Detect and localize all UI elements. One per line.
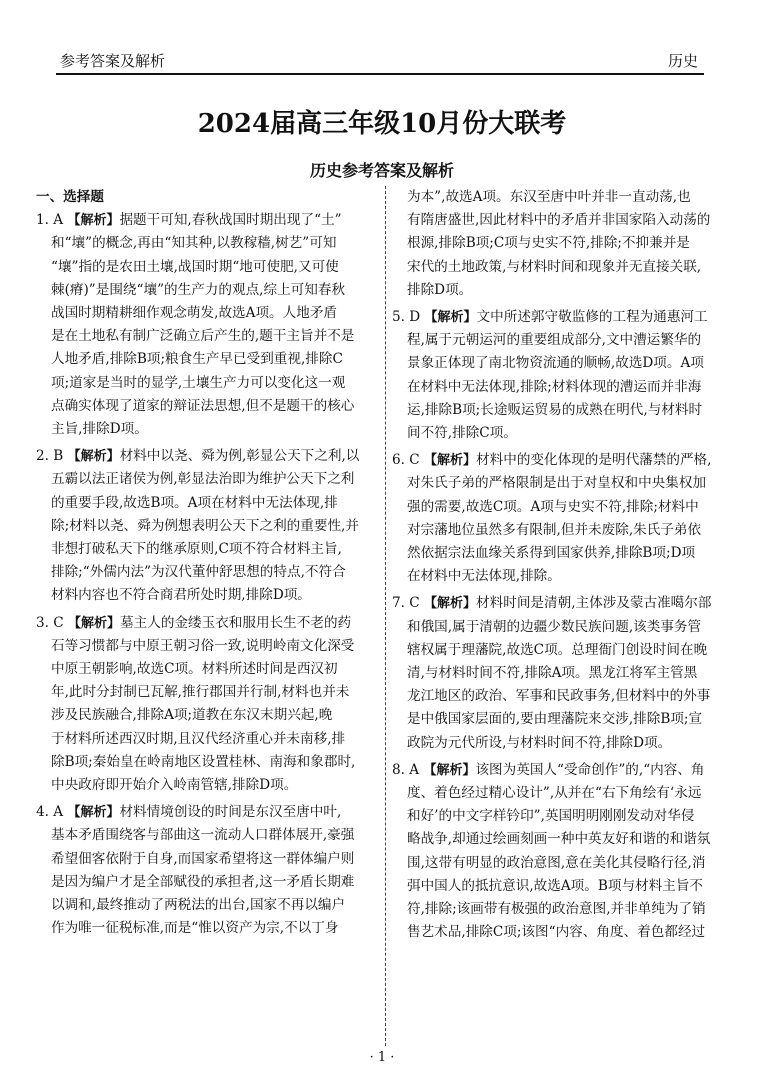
- answer-text: 希望佃客依附于自身,而国家希望将这一群体编户则: [51, 850, 355, 867]
- answer-text: 材料时间是清朝,主体涉及蒙古准噶尔部: [476, 595, 712, 612]
- answer-text: 排除D项。: [407, 281, 473, 298]
- answer-line: [392, 449, 728, 472]
- answer-line: [392, 376, 728, 399]
- answer-text: 点确实体现了道家的辩证法思想,但不是题干的核心: [51, 397, 355, 414]
- answer-number: 3. C: [36, 614, 64, 631]
- answer-line: [36, 325, 380, 348]
- answer-number: 5. D: [392, 309, 421, 326]
- answer-text: 在材料中无法体现,排除。: [407, 568, 561, 585]
- analysis-tag: 【解析】: [67, 213, 120, 229]
- answer-line: [392, 209, 728, 232]
- answer-text: 弭中国人的抵抗意识,故选A项。B项与材料主旨不: [407, 877, 704, 894]
- answer-text: 宋代的土地政策,与材料时间和现象并无直接关联,: [407, 258, 702, 275]
- answer-text: 五霸以法正诸侯为例,彰显法治即为维护公天下之利: [51, 471, 355, 488]
- answer-line: [36, 538, 380, 561]
- analysis-tag: 【解析】: [67, 449, 120, 465]
- answer-text: 是在土地私有制广泛确立后产生的,题干主旨并不是: [51, 328, 355, 345]
- answer-item: [36, 445, 380, 607]
- answer-line: [36, 372, 380, 395]
- answer-text: 人地矛盾,排除B项;粮食生产早已受到重视,排除C: [51, 351, 343, 368]
- answer-text: 除;材料以尧、舜为例想表明公天下之利的重要性,并: [51, 517, 359, 534]
- answer-number: 7. C: [392, 595, 420, 612]
- answer-line: [392, 592, 728, 615]
- answer-text: 非想打破私天下的继承原则,C项不符合材料主旨,: [51, 541, 342, 558]
- answer-line: [392, 805, 728, 828]
- answer-text: 文中所述郭守敬监修的工程为通惠河工: [476, 309, 708, 326]
- answer-line: [392, 875, 728, 898]
- answer-text: 清,与材料时间不符,排除A项。黑龙江将军主管黑: [407, 665, 698, 682]
- answer-text: 材料中的变化体现的是明代藩禁的严格,: [476, 452, 712, 469]
- column-divider: [385, 186, 386, 1046]
- analysis-tag: 【解析】: [423, 762, 476, 778]
- answer-text: 龙江地区的政治、军事和民政事务,但材料中的外事: [407, 688, 711, 705]
- answer-line: [36, 801, 380, 824]
- page-subtitle: 历史参考答案及解析: [309, 161, 454, 180]
- answer-line: [392, 422, 728, 445]
- answer-line: [392, 399, 728, 422]
- answer-line: [36, 871, 380, 894]
- answer-text: 然依据宗法血缘关系得到国家供养,排除B项;D项: [407, 545, 696, 562]
- answer-line: [36, 348, 380, 371]
- answer-text: 有隋唐盛世,因此材料中的矛盾并非国家陷入动荡的: [407, 212, 711, 229]
- answer-line: [36, 515, 380, 538]
- answer-line: [392, 279, 728, 302]
- analysis-tag: 【解析】: [68, 615, 121, 631]
- answer-line: [36, 824, 380, 847]
- answer-line: [36, 751, 380, 774]
- answer-text: 的重要手段,故选B项。A项在材料中无法体现,排: [51, 494, 338, 511]
- answer-line: [36, 232, 380, 255]
- answer-line: [36, 917, 380, 940]
- page-title: 2024届高三年级10月份大联考: [197, 109, 567, 139]
- answer-item: [392, 306, 728, 445]
- answer-item: [36, 801, 380, 940]
- right-column: [392, 186, 728, 949]
- answer-line: [36, 561, 380, 584]
- answer-line: [392, 852, 728, 875]
- header-left-label: 参考答案及解析: [60, 52, 166, 70]
- answer-text: 排除;“外儒内法”为汉代董仲舒思想的特点,不符合: [51, 564, 346, 581]
- answer-line: [36, 584, 380, 607]
- answer-text: 材料中以尧、舜为例,彰显公天下之利,以: [119, 448, 360, 465]
- answer-text: 是因为编户才是全部赋役的承担者,这一矛盾长期难: [51, 873, 355, 890]
- answer-line: [36, 302, 380, 325]
- answer-item: [392, 759, 728, 945]
- answer-line: [36, 612, 380, 635]
- answer-line: [392, 519, 728, 542]
- answer-text: 于材料所述西汉时期,且汉代经济重心并未南移,排: [51, 730, 346, 747]
- section-heading: 一、选择题: [36, 189, 104, 205]
- header-subject-label: 历史: [667, 52, 698, 70]
- answer-text: 为本”,故选A项。东汉至唐中叶并非一直动荡,也: [407, 189, 691, 205]
- answer-text: 战国时期精耕细作观念萌发,故选A项。人地矛盾: [51, 305, 338, 322]
- answer-item: [36, 209, 380, 441]
- answer-text: 间不符,排除C项。: [407, 425, 517, 442]
- answer-text: 主旨,排除D项。: [51, 421, 148, 438]
- answer-text: 除B项;秦始皇在岭南地区设置桂林、南海和象郡时,: [51, 753, 356, 770]
- answer-line: [392, 708, 728, 731]
- answer-number: 4. A: [36, 804, 64, 821]
- answer-line: [36, 279, 380, 302]
- answer-line: [36, 468, 380, 491]
- answer-text: 对宗藩地位虽然多有限制,但并未废除,朱氏子弟依: [407, 521, 702, 538]
- answer-text: 符,排除;该画带有极强的政治意图,并非单纯为了销: [407, 901, 706, 918]
- answer-number: 2. B: [36, 448, 64, 465]
- answer-line: [392, 542, 728, 565]
- answer-text: 辖权属于理藩院,故选C项。总理衙门创设时间在晚: [407, 641, 708, 658]
- answer-line: [36, 445, 380, 468]
- answer-item: [392, 592, 728, 754]
- answer-text: 强的需要,故选C项。A项与史实不符,排除;材料中: [407, 498, 699, 515]
- answer-text: 运,排除B项;长途贩运贸易的成熟在明代,与材料时: [407, 401, 703, 418]
- answer-text: 以调和,最终推动了两税法的出台,国家不再以编户: [51, 897, 346, 914]
- answer-line: [392, 352, 728, 375]
- answer-text: 项;道家是当时的显学,土壤生产力可以变化这一观: [51, 374, 346, 391]
- answer-text: 作为唯一征税标准,而是“惟以资产为宗,不以丁身: [51, 920, 339, 937]
- answer-line: [392, 828, 728, 851]
- answer-line: [36, 635, 380, 658]
- answer-text: 石等习惯都与中原王朝习俗一致,说明岭南文化深受: [51, 637, 355, 654]
- analysis-tag: 【解析】: [67, 805, 120, 821]
- answer-text: 略战争,却通过绘画刻画一种中英友好和谐的和谐氛: [407, 831, 711, 848]
- answer-line: [392, 565, 728, 588]
- answer-line: [36, 492, 380, 515]
- header-rule: [56, 73, 704, 75]
- analysis-tag: 【解析】: [424, 453, 477, 469]
- answer-text: 和“壤”的概念,再由“知其种,以教稼穑,树艺”可知: [51, 235, 337, 252]
- answer-number: 6. C: [392, 452, 420, 469]
- answer-line: [36, 774, 380, 797]
- answer-text: 涉及民族融合,排除A项;道教在东汉末期兴起,晚: [51, 707, 333, 724]
- answer-line: [392, 662, 728, 685]
- answer-line: [36, 894, 380, 917]
- answer-line: [392, 921, 728, 944]
- answer-text: 在材料中无法体现,排除;材料体现的漕运而并非海: [407, 378, 702, 395]
- answer-line: [392, 898, 728, 921]
- answer-text: 据题干可知,春秋战国时期出现了“土”: [119, 212, 342, 229]
- answer-text: 墓主人的金缕玉衣和服用长生不老的药: [120, 614, 352, 631]
- answer-text: 材料内容也不符合商君所处时期,排除D项。: [51, 587, 311, 604]
- answer-line: [36, 848, 380, 871]
- answer-text: 中央政府即开始介入岭南管辖,排除D项。: [51, 777, 298, 794]
- answer-text: 和好’的中文字样钤印”,英国明明刚刚发动对华侵: [407, 808, 695, 825]
- answer-text: 棘(瘠)”是围绕“壤”的生产力的观点,综上可知春秋: [51, 281, 346, 298]
- left-column: [36, 186, 380, 945]
- answer-line: [36, 395, 380, 418]
- answer-text: 该图为英国人“受命创作”的,“内容、角: [475, 761, 705, 778]
- page-number: · 1 ·: [369, 1050, 395, 1065]
- answer-number: 1. A: [36, 212, 64, 229]
- answer-text: 程,属于元朝运河的重要组成部分,文中漕运繁华的: [407, 332, 702, 349]
- answer-line: [392, 306, 728, 329]
- answer-item: [36, 612, 380, 798]
- answer-line: [392, 472, 728, 495]
- answer-text: 对朱氏子弟的严格限制是出于对皇权和中央集权加: [407, 475, 707, 492]
- answer-text: 售艺术品,排除C项;该图“内容、角度、着色都经过: [407, 924, 706, 941]
- answer-text: 中原王朝影响,故选C项。材料所述时间是西汉初: [51, 661, 338, 678]
- answer-line: [36, 728, 380, 751]
- answer-text: 景象正体现了南北物资流通的顺畅,故选D项。A项: [407, 355, 704, 372]
- answer-item: [392, 449, 728, 588]
- answer-line: [392, 256, 728, 279]
- answer-line: [392, 759, 728, 782]
- answer-number: 8. A: [392, 761, 420, 778]
- analysis-tag: 【解析】: [424, 596, 477, 612]
- answer-line: [392, 186, 728, 209]
- answer-text: 年,此时分封制已瓦解,推行郡国并行制,材料也并未: [51, 684, 350, 701]
- answer-text: “壤”指的是农田土壤,战国时期“地可使肥,又可使: [51, 258, 339, 275]
- answer-text: 围,这带有明显的政治意图,意在美化其侵略行径,消: [407, 854, 706, 871]
- answer-text: 政院为元代所设,与材料时间不符,排除D项。: [407, 734, 672, 751]
- answer-item: [392, 186, 728, 302]
- answer-line: [392, 232, 728, 255]
- answer-text: 是中俄国家层面的,要由理藩院来交涉,排除B项;宣: [407, 711, 703, 728]
- answer-line: [36, 256, 380, 279]
- answer-line: [392, 329, 728, 352]
- answer-text: 和俄国,属于清朝的边疆少数民族问题,该类事务管: [407, 618, 702, 635]
- answer-text: 基本矛盾围绕客与部曲这一流动人口群体展开,豪强: [51, 827, 355, 844]
- answer-text: 度、着色经过精心设计”,从并在“右下角绘有‘永远: [407, 785, 702, 802]
- answer-line: [36, 704, 380, 727]
- analysis-tag: 【解析】: [424, 310, 477, 326]
- answer-line: [36, 681, 380, 704]
- answer-text: 材料情境创设的时间是东汉至唐中叶,: [119, 804, 342, 821]
- answer-line: [36, 418, 380, 441]
- answer-line: [392, 639, 728, 662]
- answer-line: [392, 782, 728, 805]
- answer-line: [392, 616, 728, 639]
- answer-line: [36, 658, 380, 681]
- answer-text: 根源,排除B项;C项与史实不符,排除;不抑兼并是: [407, 235, 690, 252]
- answer-line: [36, 209, 380, 232]
- answer-line: [392, 496, 728, 519]
- answer-line: [392, 685, 728, 708]
- answer-line: [392, 732, 728, 755]
